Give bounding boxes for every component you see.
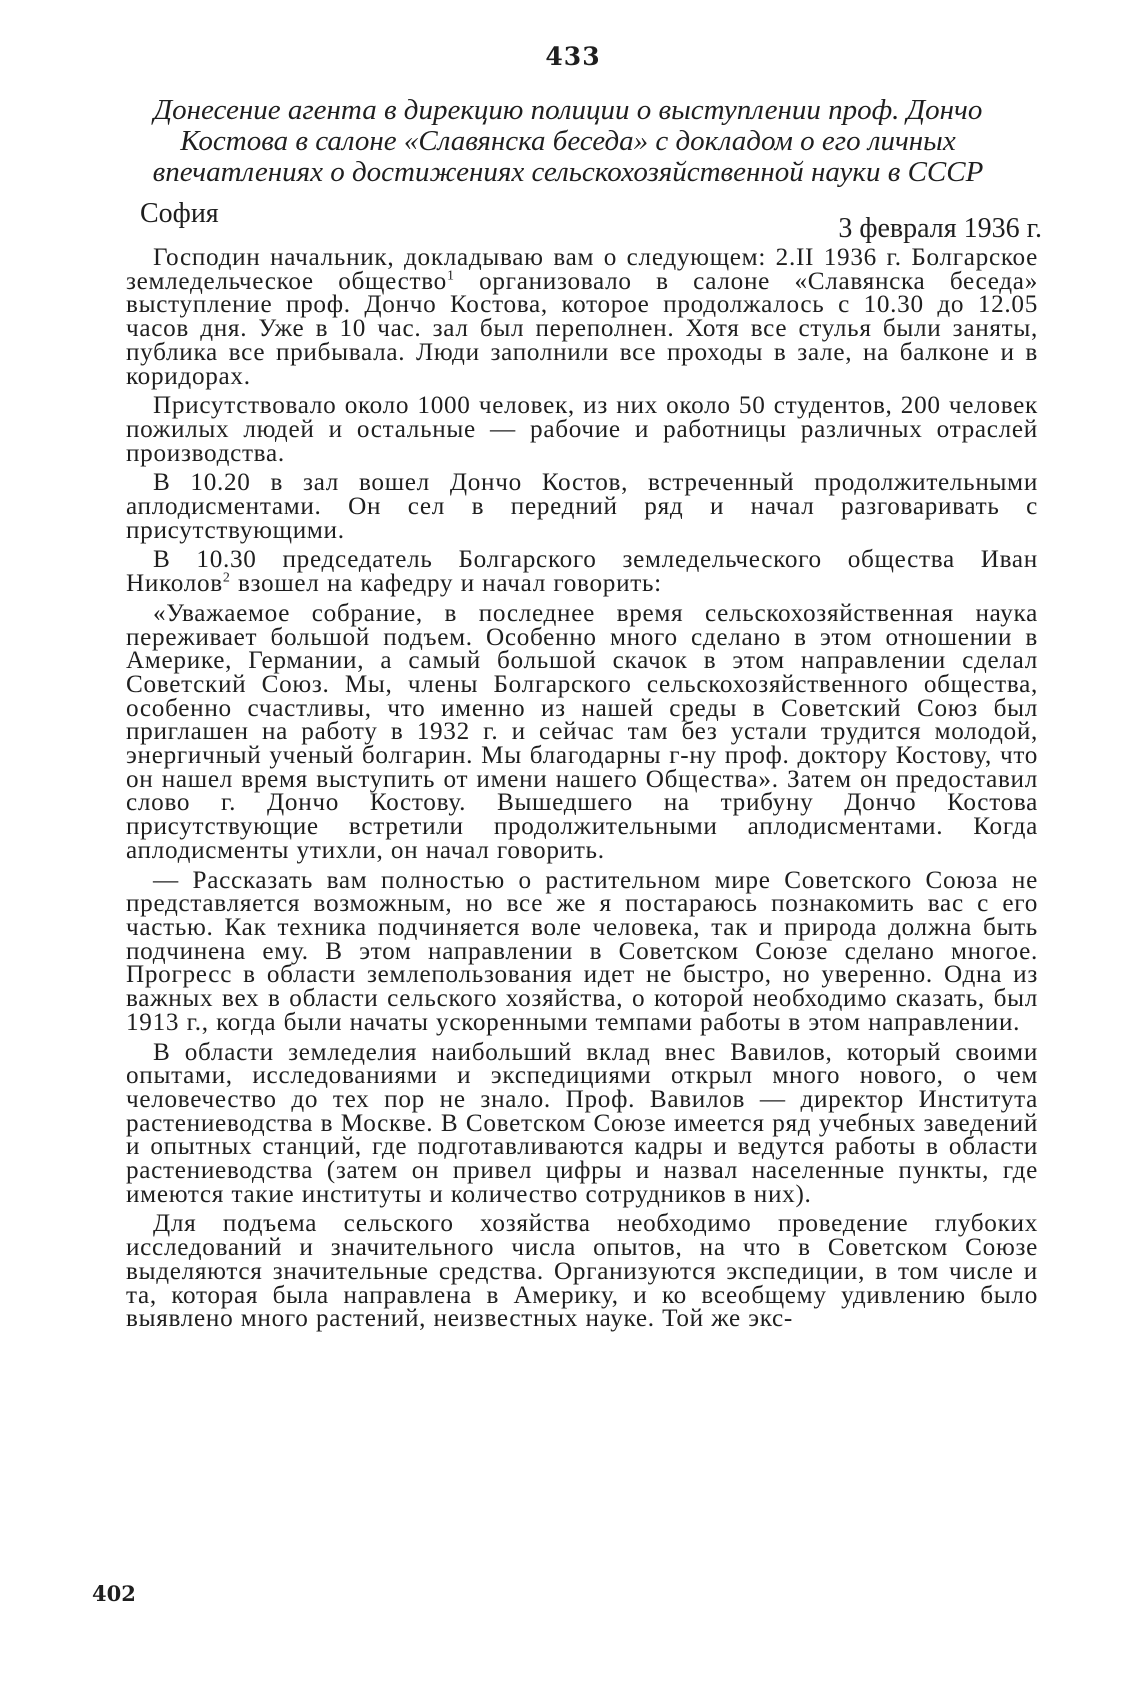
document-place: София [140,198,219,229]
footnote-ref: 1 [446,268,455,284]
paragraph: Присутствовало около 1000 человек, из них около 50 студентов, 200 человек пожилых людей и остальные — рабочие и работницы различных отраслей производства. [126,392,1038,467]
document-number: 433 [545,42,601,71]
paragraph: В 10.20 в зал вошел Дончо Костов, встреченный продолжительными аплодисментами. Он сел в передний ряд и начал разговаривать с присутствующими. [126,469,1038,544]
page-number: 402 [92,1581,136,1606]
document-body [126,246,1038,1337]
paragraph: В 10.30 председатель Болгарского земледельческого общества Иван Николов$^2$ взошел на кафедру и начал говорить: [126,546,1038,598]
paragraph: В области земледелия наибольший вклад внес Вавилов, который своими опытами, исследованиями и экспедициями открыл много нового, о чем человечество до тех пор не знало. Проф. Вавилов — директор Института растениеводства в Москве. В Советском Союзе имеется ряд учебных заведений и опытных станций, где подготавливаются кадры и ведутся работы в области растениеводства (затем он привел цифры и назвал населенные пункты, где имеются такие институты и количество сотрудников в них). [126,1038,1038,1208]
footnote-ref: 2 [222,570,231,586]
paragraph: Господин начальник, докладываю вам о следующем: 2.II 1936 г. Болгарское земледельческое общество$^1$ организовало в салоне «Славянска беседа» выступление проф. Дончо Костова, которое продолжалось с 10.30 до 12.05 часов дня. Уже в 10 час. зал был переполнен. Хотя все стулья были заняты, публика все прибывала. Люди заполнили все проходы в зале, на балконе и в коридорах. [126,244,1038,390]
paragraph: Для подъема сельского хозяйства необходимо проведение глубоких исследований и значительного числа опытов, на что в Советском Союзе выделяются значительные средства. Организуются экспедиции, в том числе и та, которая была направлена в Америку, и ко всеобщему удивлению было выявлено много растений, неизвестных науке. Той же экс- [126,1210,1038,1333]
paragraph: — Рассказать вам полностью о растительном мире Советского Союза не представляется возможным, но все же я постараюсь познакомить вас с его частью. Как техника подчиняется воле человека, так и природа должна быть подчинена ему. В этом направлении в Советском Союзе сделано многое. Прогресс в области землепользования идет не быстро, но уверенно. Одна из важных вех в области сельского хозяйства, о которой необходимо сказать, был 1913 г., когда были начаты ускоренными темпами работы в этом направлении. [126,866,1038,1036]
document-date: 3 февраля 1936 г. [838,213,1042,244]
document-title: Донесение агента в дирекцию полиции о выступлении проф. Дончо Костова в салоне «Славянска беседа» с докладом о его личных впечатлениях о достижениях сельскохозяйственной науки в СССР [152,94,984,188]
paragraph: «Уважаемое собрание, в последнее время сельскохозяйственная наука переживает большой подъем. Особенно много сделано в этом отношении в Америке, Германии, а самый большой скачок в этом направлении сделал Советский Союз. Мы, члены Болгарского сельскохозяйственного общества, особенно счастливы, что именно из нашей среды в Советский Союз был приглашен на работу в 1932 г. и сейчас там без устали трудится молодой, энергичный ученый болгарин. Мы благодарны г-ну проф. доктору Костову, что он нашел время выступить от имени нашего Общества». Затем он предоставил слово г. Дончо Костову. Вышедшего на трибуну Дончо Костова присутствующие встретили продолжительными аплодисментами. Когда аплодисменты утихли, он начал говорить. [126,599,1038,864]
